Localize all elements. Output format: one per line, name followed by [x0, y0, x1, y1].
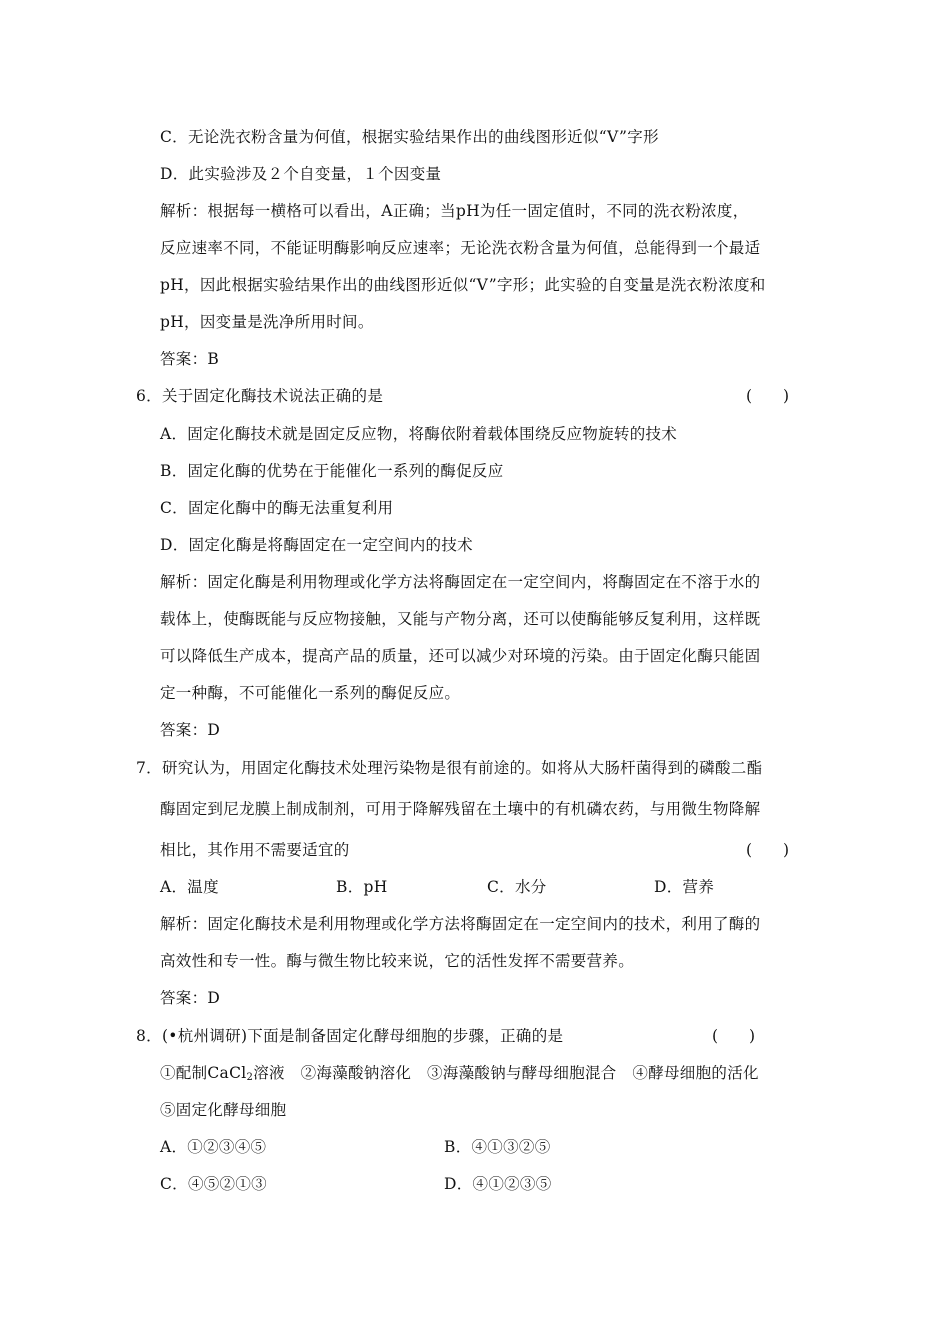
- q7-option-b: B．pH: [336, 878, 388, 896]
- q6-stem: 6．关于固定化酶技术说法正确的是: [136, 387, 384, 405]
- q6-analysis-line-3: 可以降低生产成本，提高产品的质量，还可以减少对环境的污染。由于固定化酶只能固: [160, 647, 761, 665]
- q5-analysis-line-2: 反应速率不同，不能证明酶影响反应速率；无论洗衣粉含量为何值，总能得到一个最适: [160, 239, 761, 257]
- q7-option-d: D．营养: [654, 878, 715, 896]
- q5-option-d: D．此实验涉及２个自变量，１个因变量: [160, 165, 442, 183]
- q7-option-a: A．温度: [160, 878, 219, 896]
- q8-step-1-prefix: ①配制CaCl: [160, 1064, 247, 1082]
- q5-option-c: C．无论洗衣粉含量为何值，根据实验结果作出的曲线图形近似“V”字形: [160, 128, 659, 146]
- q6-answer-paren: ( ): [746, 387, 790, 405]
- q7-stem-line-1: 7．研究认为，用固定化酶技术处理污染物是很有前途的。如将从大肠杆菌得到的磷酸二酯: [136, 759, 763, 777]
- q6-answer: 答案：D: [160, 721, 221, 739]
- q7-stem-line-3: 相比，其作用不需要适宜的: [160, 841, 350, 859]
- q5-answer: 答案：B: [160, 350, 220, 368]
- q8-option-b: B．④①③②⑤: [444, 1138, 551, 1156]
- q7-analysis-line-2: 高效性和专一性。酶与微生物比较来说，它的活性发挥不需要营养。: [160, 952, 635, 970]
- q7-option-c: C．水分: [487, 878, 547, 896]
- q6-analysis-line-4: 定一种酶，不可能催化一系列的酶促反应。: [160, 684, 461, 702]
- q8-option-c: C．④⑤②①③: [160, 1175, 267, 1193]
- q8-step-1-subscript: 2: [246, 1072, 254, 1083]
- q8-steps-line-1: [160, 1062, 759, 1089]
- q7-answer: 答案：D: [160, 989, 221, 1007]
- q5-analysis-line-4: pH，因变量是洗净所用时间。: [160, 313, 374, 331]
- q8-option-d: D．④①②③⑤: [444, 1175, 552, 1193]
- q6-option-d: D．固定化酶是将酶固定在一定空间内的技术: [160, 536, 473, 554]
- q7-stem-line-2: 酶固定到尼龙膜上制成制剂，可用于降解残留在土壤中的有机磷农药，与用微生物降解: [160, 800, 761, 818]
- q6-analysis-line-2: 载体上，使酶既能与反应物接触，又能与产物分离，还可以使酶能够反复利用，这样既: [160, 610, 761, 628]
- q5-analysis-line-1: 解析：根据每一横格可以看出，A正确；当pH为任一固定值时，不同的洗衣粉浓度，: [160, 202, 749, 220]
- q5-analysis-line-3: pH，因此根据实验结果作出的曲线图形近似“V”字形；此实验的自变量是洗衣粉浓度和: [160, 276, 766, 294]
- q6-option-b: B．固定化酶的优势在于能催化一系列的酶促反应: [160, 462, 504, 480]
- q8-stem: 8．(•杭州调研)下面是制备固定化酵母细胞的步骤，正确的是: [136, 1027, 564, 1045]
- q8-answer-paren: ( ): [712, 1027, 756, 1045]
- q6-analysis-line-1: 解析：固定化酶是利用物理或化学方法将酶固定在一定空间内，将酶固定在不溶于水的: [160, 573, 761, 591]
- q7-analysis-line-1: 解析：固定化酶技术是利用物理或化学方法将酶固定在一定空间内的技术，利用了酶的: [160, 915, 761, 933]
- q6-option-a: A．固定化酶技术就是固定反应物，将酶依附着载体围绕反应物旋转的技术: [160, 425, 678, 443]
- q8-steps-rest: 溶液 ②海藻酸钠溶化 ③海藻酸钠与酵母细胞混合 ④酵母细胞的活化: [253, 1064, 759, 1082]
- q7-answer-paren: ( ): [746, 841, 790, 859]
- q6-option-c: C．固定化酶中的酶无法重复利用: [160, 499, 394, 517]
- q8-steps-line-2: ⑤固定化酵母细胞: [160, 1101, 287, 1119]
- q8-option-a: A．①②③④⑤: [160, 1138, 267, 1156]
